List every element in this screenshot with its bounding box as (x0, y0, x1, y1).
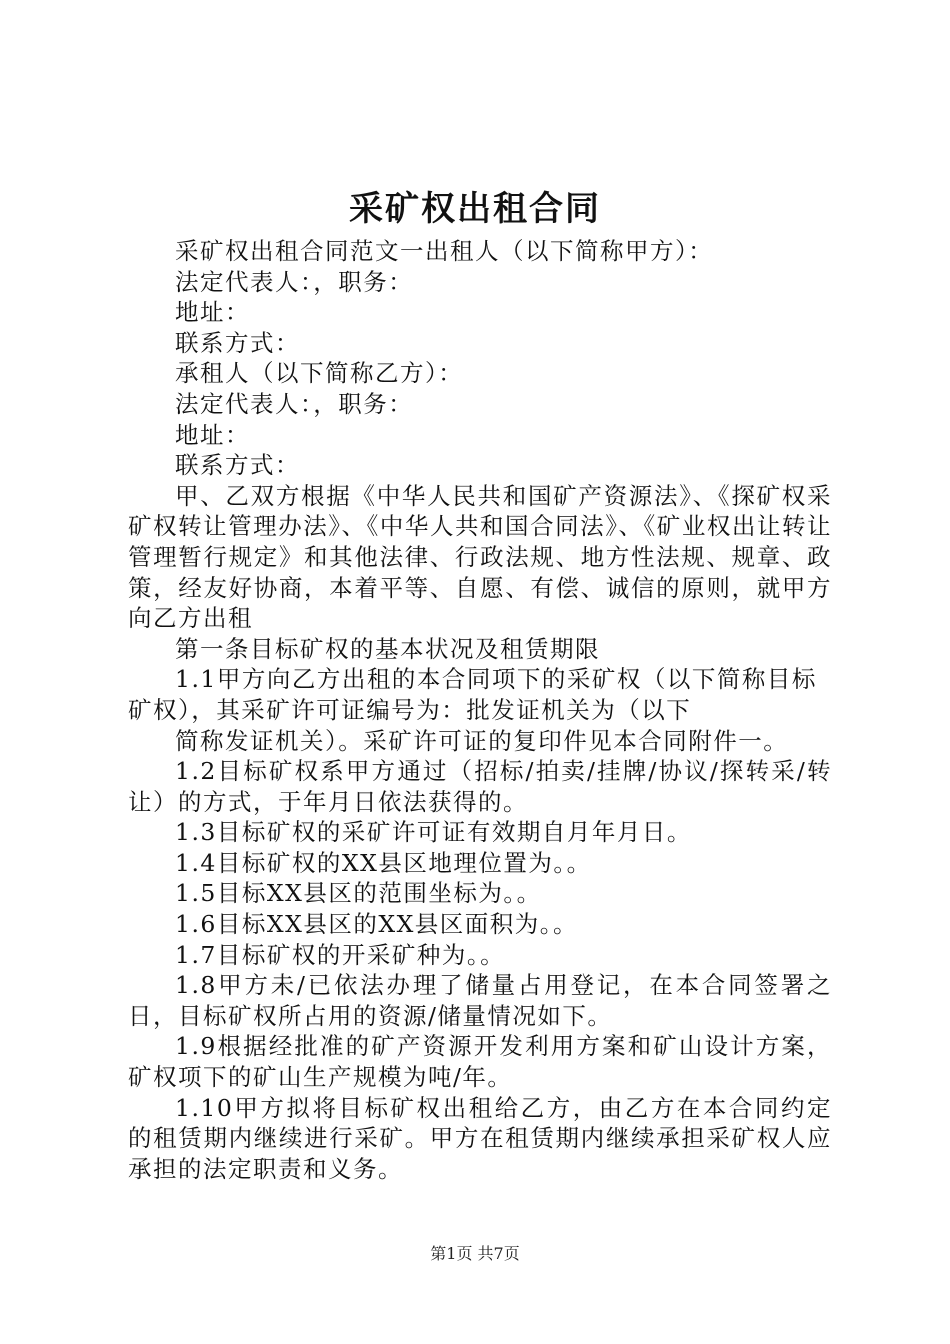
paragraph: 1.1甲方向乙方出租的本合同项下的采矿权（以下简称目标矿权），其采矿许可证编号为：批发证机关为（以下 (128, 665, 817, 724)
paragraph: 采矿权出租合同范文一出租人（以下简称甲方）： (175, 237, 714, 265)
paragraph: 1.8甲方未/已依法办理了储量占用登记，在本合同签署之日，目标矿权所占用的资源/储量情况如下。 (128, 971, 832, 1030)
paragraph: 地址： (175, 420, 250, 449)
paragraph: 简称发证机关）。采矿许可证的复印件见本合同附件一。 (175, 726, 789, 755)
paragraph: 法定代表人：，职务： (175, 389, 414, 418)
paragraph: 联系方式： (175, 328, 300, 357)
paragraph: 1.4目标矿权的XX县区地理位置为。。 (175, 848, 592, 877)
paragraph: 1.5目标XX县区的范围坐标为。。 (175, 879, 542, 908)
paragraph: 法定代表人：，职务： (175, 267, 414, 296)
paragraph: 甲、乙双方根据《中华人民共和国矿产资源法》、《探矿权采矿权转让管理办法》、《中华人共和国合同法》、《矿业权出让转让管理暂行规定》和其他法律、行政法规、地方性法规、规章、政策，经友好协商，本着平等、自愿、有偿、诚信的原则，就甲方向乙方出租 (128, 481, 832, 633)
paragraph: 联系方式： (175, 451, 300, 480)
page-footer: 第1页 共7页 (430, 1244, 520, 1263)
section-heading: 第一条目标矿权的基本状况及租赁期限 (175, 634, 600, 663)
paragraph: 1.9根据经批准的矿产资源开发利用方案和矿山设计方案，矿权项下的矿山生产规模为吨/年。 (128, 1032, 832, 1092)
paragraph: 地址： (175, 298, 250, 327)
paragraph: 1.7目标矿权的开采矿种为。。 (175, 940, 506, 969)
paragraph: 1.6目标XX县区的XX县区面积为。。 (175, 910, 579, 939)
document-title: 采矿权出租合同 (349, 189, 601, 229)
paragraph: 承租人（以下简称乙方）： (175, 359, 464, 388)
paragraph: 1.10甲方拟将目标矿权出租给乙方，由乙方在本合同约定的租赁期内继续进行采矿。甲方在租赁期内继续承担采矿权人应承担的法定职责和义务。 (128, 1093, 832, 1183)
paragraph: 1.2目标矿权系甲方通过（招标/拍卖/挂牌/协议/探转采/转让）的方式，于年月日依法获得的。 (128, 757, 832, 816)
document-body (128, 236, 832, 1184)
paragraph: 1.3目标矿权的采矿许可证有效期自月年月日。 (175, 818, 692, 847)
